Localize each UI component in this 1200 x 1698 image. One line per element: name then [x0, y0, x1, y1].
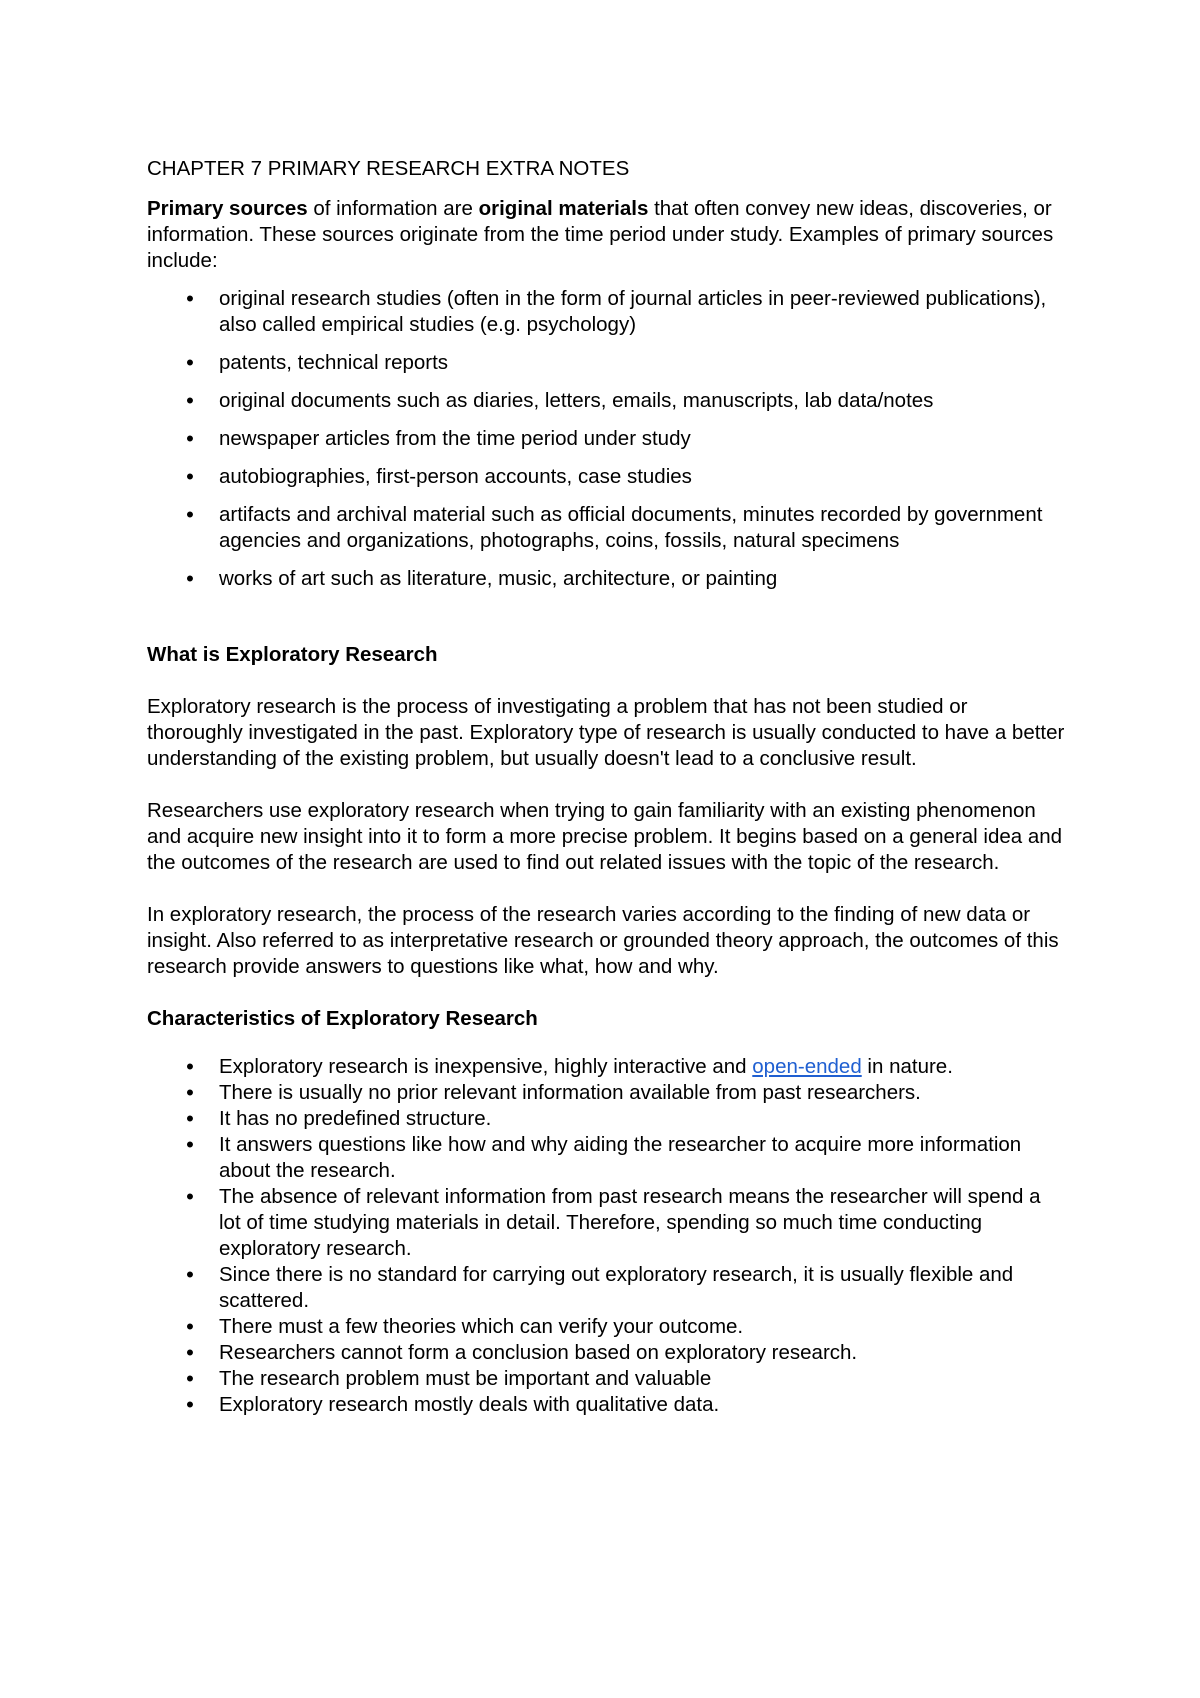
bullet-icon: •	[186, 426, 194, 451]
list-item-text: artifacts and archival material such as official documents, minutes recorded by government agencies and organizations, photographs, coins, fossils, natural specimens	[219, 503, 1043, 552]
list-item	[147, 350, 1067, 376]
list-item-text: The research problem must be important and valuable	[219, 1367, 712, 1390]
bullet-icon: •	[186, 1184, 194, 1209]
list-item	[147, 1392, 1067, 1418]
bullet-icon: •	[186, 566, 194, 591]
bullet-icon: •	[186, 502, 194, 527]
bullet-icon: •	[186, 1106, 194, 1131]
list-item	[147, 464, 1067, 490]
characteristics-heading: Characteristics of Exploratory Research	[147, 1007, 538, 1030]
list-item	[147, 1340, 1067, 1366]
open-ended-link[interactable]: open-ended	[752, 1055, 862, 1078]
intro-text-1: of information are	[307, 197, 479, 220]
list-item-text-after: in nature.	[861, 1055, 953, 1078]
bullet-icon: •	[186, 350, 194, 375]
list-item-text-before: Exploratory research is inexpensive, highly interactive and	[219, 1055, 753, 1078]
list-item-text: newspaper articles from the time period under study	[219, 427, 691, 450]
list-item-text: There is usually no prior relevant information available from past researchers.	[219, 1081, 921, 1104]
intro-text-2: that often convey new ideas, discoveries, or information. These sources originate from the time period under study. Examples of primary sources include:	[147, 197, 1054, 272]
list-item-text: original documents such as diaries, letters, emails, manuscripts, lab data/notes	[219, 389, 934, 412]
document-content	[147, 156, 1067, 1418]
list-item-text: original research studies (often in the form of journal articles in peer-reviewed publications), also called empirical studies (e.g. psychology)	[219, 287, 1047, 336]
list-item	[147, 566, 1067, 592]
intro-paragraph	[147, 196, 1067, 274]
bullet-icon: •	[186, 464, 194, 489]
intro-bold-primary-sources: Primary sources	[147, 197, 308, 220]
bullet-icon: •	[186, 1054, 194, 1079]
exploratory-heading: What is Exploratory Research	[147, 643, 438, 666]
exploratory-paragraph-2: Researchers use exploratory research when trying to gain familiarity with an existing phenomenon and acquire new insight into it to form a more precise problem. It begins based on a general idea and the outcomes of the research are used to find out related issues with the topic of the research.	[147, 799, 1063, 874]
list-item	[147, 1366, 1067, 1392]
bullet-icon: •	[186, 286, 194, 311]
bullet-icon: •	[186, 1366, 194, 1391]
characteristics-list	[147, 1054, 1067, 1418]
bullet-icon: •	[186, 1262, 194, 1287]
list-item	[147, 1132, 1067, 1184]
list-item	[147, 1184, 1067, 1262]
list-item-text: There must a few theories which can verify your outcome.	[219, 1315, 744, 1338]
list-item-text: Exploratory research mostly deals with qualitative data.	[219, 1393, 720, 1416]
bullet-icon: •	[186, 1132, 194, 1157]
list-item	[147, 502, 1067, 554]
exploratory-paragraph-1: Exploratory research is the process of investigating a problem that has not been studied or thoroughly investigated in the past. Exploratory type of research is usually conducted to have a better understanding of the existing problem, but usually doesn't lead to a conclusive result.	[147, 695, 1065, 770]
list-item-text: Since there is no standard for carrying out exploratory research, it is usually flexible and scattered.	[219, 1263, 1014, 1312]
list-item	[147, 1106, 1067, 1132]
list-item	[147, 388, 1067, 414]
bullet-icon: •	[186, 1314, 194, 1339]
bullet-icon: •	[186, 388, 194, 413]
list-item-text: Researchers cannot form a conclusion based on exploratory research.	[219, 1341, 858, 1364]
list-item	[147, 1314, 1067, 1340]
list-item	[147, 286, 1067, 338]
primary-sources-list	[147, 286, 1067, 592]
list-item-text: patents, technical reports	[219, 351, 449, 374]
bullet-icon: •	[186, 1080, 194, 1105]
list-item-text: works of art such as literature, music, architecture, or painting	[219, 567, 778, 590]
exploratory-paragraph-3: In exploratory research, the process of the research varies according to the finding of new data or insight. Also referred to as interpretative research or grounded theory approach, the outcomes of this research provide answers to questions like what, how and why.	[147, 903, 1059, 978]
list-item	[147, 1080, 1067, 1106]
list-item	[147, 426, 1067, 452]
list-item	[147, 1262, 1067, 1314]
bullet-icon: •	[186, 1340, 194, 1365]
list-item-text: The absence of relevant information from past research means the researcher will spend a lot of time studying materials in detail. Therefore, spending so much time conducting exploratory research.	[219, 1185, 1041, 1260]
list-item	[147, 1054, 1067, 1080]
list-item-text: It has no predefined structure.	[219, 1107, 492, 1130]
intro-bold-original-materials: original materials	[478, 197, 649, 220]
list-item-text: It answers questions like how and why aiding the researcher to acquire more information about the research.	[219, 1133, 1022, 1182]
list-item-text: autobiographies, first-person accounts, case studies	[219, 465, 692, 488]
page-title: CHAPTER 7 PRIMARY RESEARCH EXTRA NOTES	[147, 157, 630, 180]
bullet-icon: •	[186, 1392, 194, 1417]
